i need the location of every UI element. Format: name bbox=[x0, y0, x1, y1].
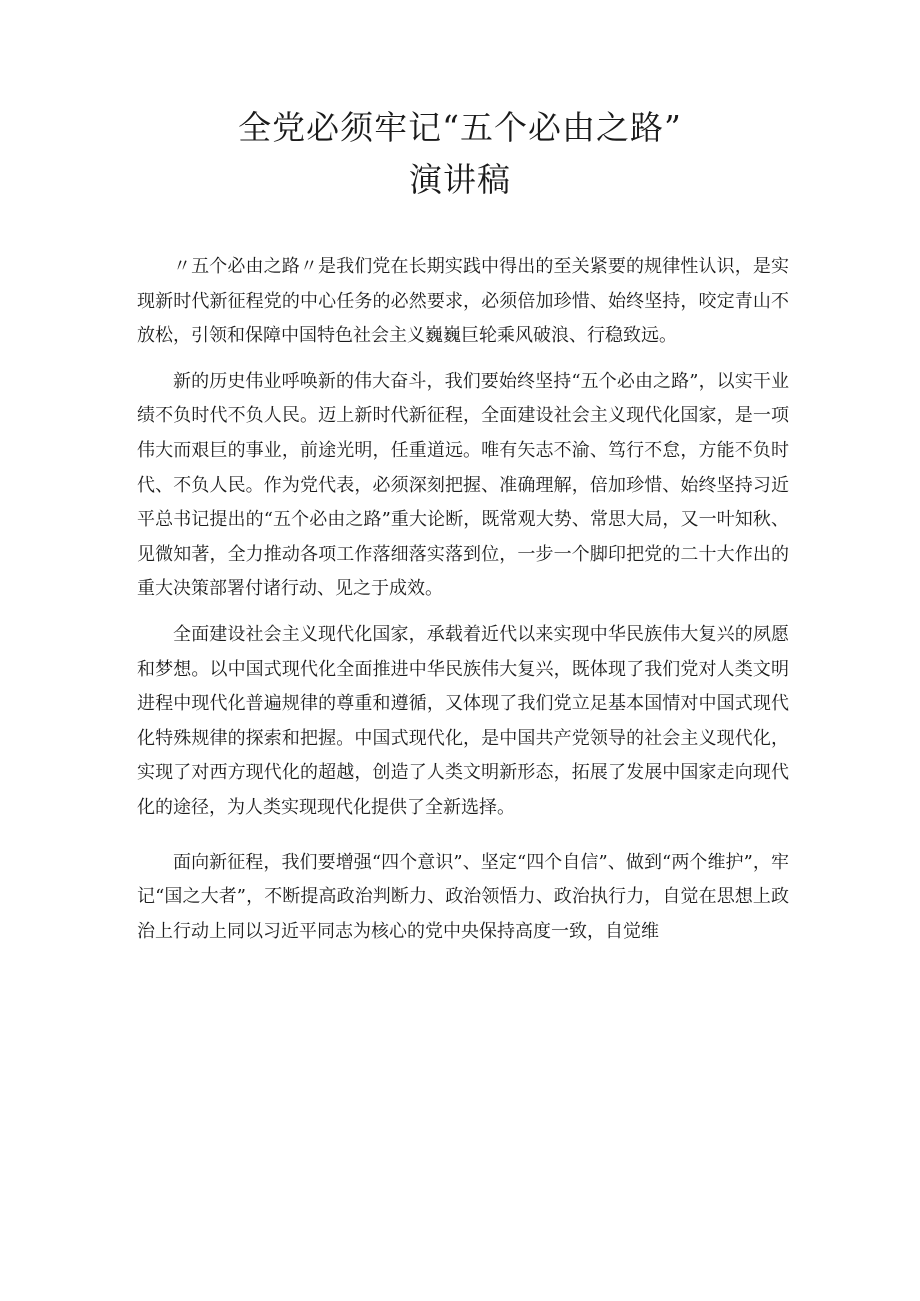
paragraph-1: 〃五个必由之路〃是我们党在长期实践中得出的至关紧要的规律性认识，是实现新时代新征程党的中心任务的必然要求，必须倍加珍惜、始终坚持，咬定青山不放松，引领和保障中国特色社会主义巍巍巨轮乘风破浪、行稳致远。 bbox=[137, 256, 789, 347]
paragraph-4: 面向新征程，我们要增强“四个意识”、坚定“四个自信”、做到“两个维护”，牢记“国之大者”，不断提高政治判断力、政治领悟力、政治执行力，自觉在思想上政治上行动上同以习近平同志为核心的党中央保持高度一致，自觉维 bbox=[137, 851, 789, 942]
document-title: 全党必须牢记“五个必由之路” bbox=[238, 108, 682, 147]
document-subtitle: 演讲稿 bbox=[409, 160, 511, 199]
paragraph-3: 全面建设社会主义现代化国家，承载着近代以来实现中华民族伟大复兴的夙愿和梦想。以中国式现代化全面推进中华民族伟大复兴，既体现了我们党对人类文明进程中现代化普遍规律的尊重和遵循，又体现了我们党立足基本国情对中国式现代化特殊规律的探索和把握。中国式现代化，是中国共产党领导的社会主义现代化，实现了对西方现代化的超越，创造了人类文明新形态，拓展了发展中国家走向现代化的途径，为人类实现现代化提供了全新选择。 bbox=[137, 623, 789, 818]
document-body bbox=[137, 250, 789, 960]
paragraph-2: 新的历史伟业呼唤新的伟大奋斗，我们要始终坚持“五个必由之路”，以实干业绩不负时代不负人民。迈上新时代新征程，全面建设社会主义现代化国家，是一项伟大而艰巨的事业，前途光明，任重道远。唯有矢志不渝、笃行不怠，方能不负时代、不负人民。作为党代表，必须深刻把握、准确理解，倍加珍惜、始终坚持习近平总书记提出的“五个必由之路”重大论断，既常观大势、常思大局，又一叶知秋、见微知著，全力推动各项工作落细落实落到位，一步一个脚印把党的二十大作出的重大决策部署付诸行动、见之于成效。 bbox=[137, 370, 789, 600]
